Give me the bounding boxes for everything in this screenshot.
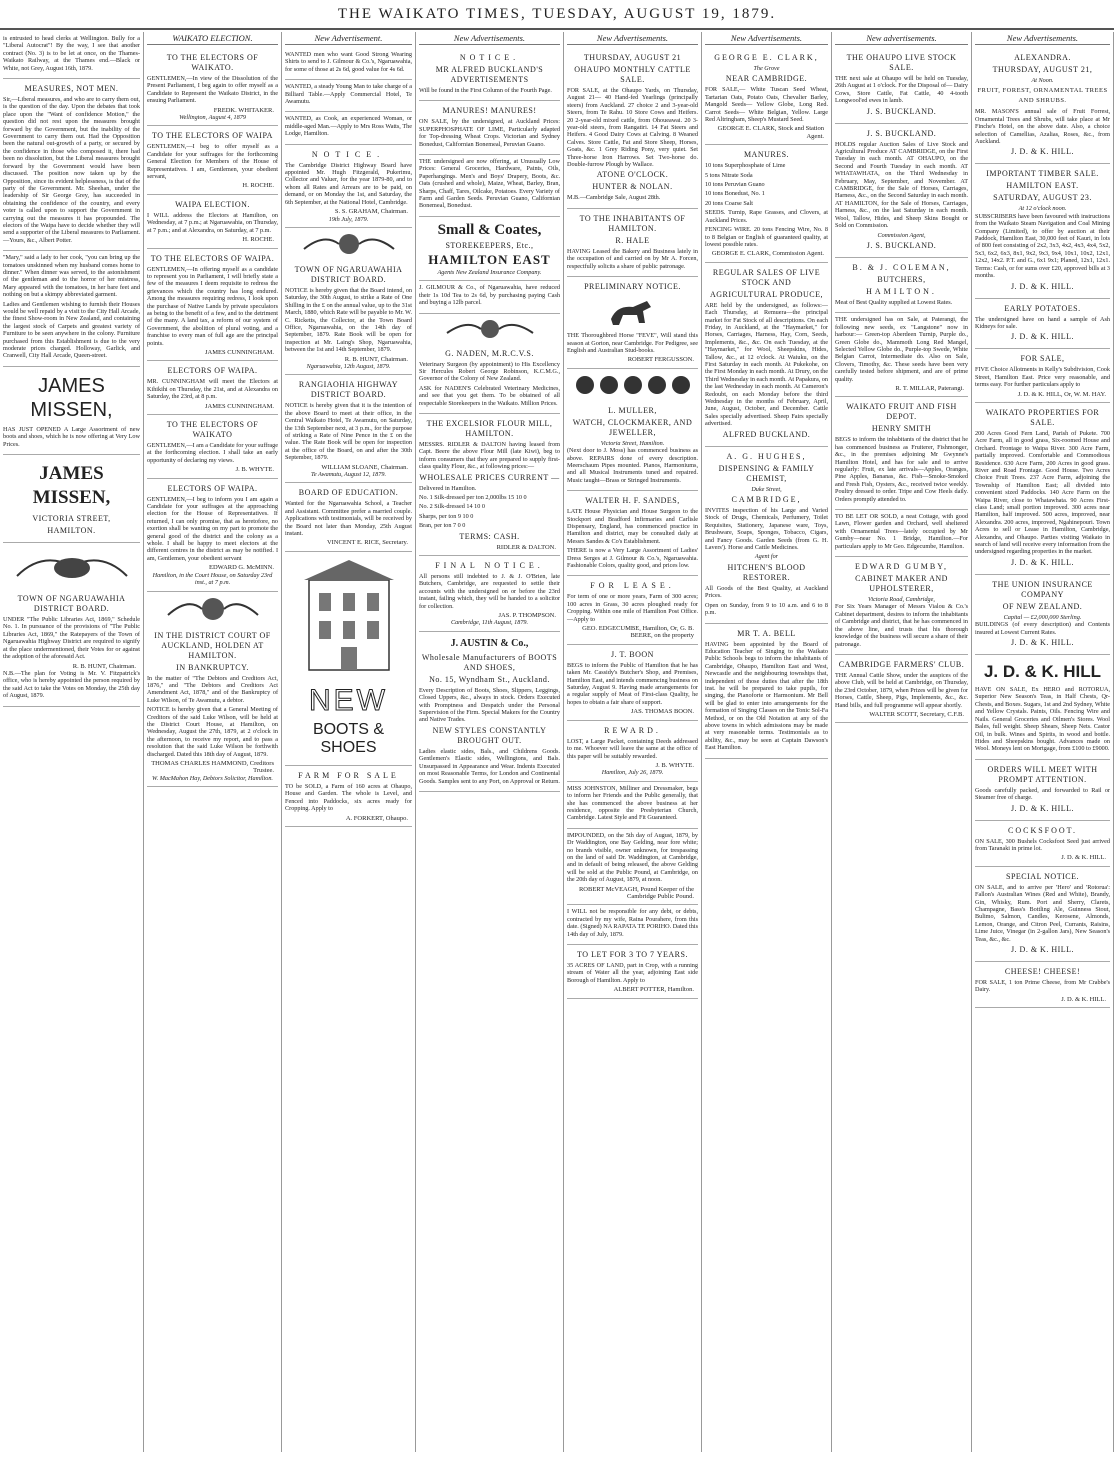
ad-cocksfoot: COCKSFOOT. ON SALE, 300 Bushels Cocksfoot Seed just arrived from Taranaki in prime lot. J. D. & K. HILL. <box>975 821 1110 867</box>
ad-electors-waipa-roche: TO THE ELECTORS OF WAIPA GENTLEMEN,—I beg to offer myself as a Candidate for your suffrages for the forthcoming General Election for Members of the House of Representatives. I am, Gentlemen, your obedient servant, H. ROCHE. <box>147 126 278 194</box>
missen-heading: JAMES MISSEN, <box>30 374 113 421</box>
column-header: New Advertisements. <box>419 32 560 45</box>
ad-jdk-hill: J. D. & K. HILL HAVE ON SALE, Ex HERO and ROTORUA, Superior New Season's Teas, in Half Chests, Qr-Chests, and Boxes. Sugars, 1st and 2nd Sydney, White and Yellow Crystals. Paints, Oils. Fencing Wire and Nails. General Groceries and Oilmen's Stores. Wool Bales, full weight. Sheep Shears, Sheep Nets. Castor Oil, in bulk. Wines and Spirits, in wood and bottle. Hides and Sheepskins bought. Advances made on Wool. Moneys lent on Mortgage, from £100 to £9000. <box>975 655 1110 760</box>
column-6 <box>702 32 832 1452</box>
ad-to-let: TO LET FOR 3 TO 7 YEARS. 35 ACRES OF LAND, part in Crop, with a running stream of Water all the year, adjoining East side Borough of Hamilton. Apply to ALBERT POTTER, Hamilton. <box>567 945 698 999</box>
price-row: No. 1 Silk-dressed per ton 2,000lbs 15 10 0 <box>419 493 527 501</box>
ad-new-boots <box>285 678 412 766</box>
ad-electors-waipa-cunningham: TO THE ELECTORS OF WAIPA. GENTLEMEN,—In offering myself as a candidate to represent you in Parliament, I will briefly state a few of the measures I deem requisite to redress the grievances which the country has long endured. Among the measures requiring redress, I look upon the purchase of Native Lands by private speculators as being to the benefit of a few, and to the detriment of the many. A land tax, a reform of our system of Government, the abolition of plural voting, and a franchise to every man of full age are the principal points. JAMES CUNNINGHAM. <box>147 249 278 362</box>
ad-cambridge-notice: NOTICE. The Cambridge District Highway Board have appointed Mr. Hugh Fitzgerald, Pukerimu, Collector and Valuer, for the year 1879-80, and to whom all Rates and Arrears are to be paid, on demand, or on Monday the 1st, and Saturday, the 6th September, at the National Hotel, Cambridge. S. S. GRAHAM, Chairman. 19th July, 1879. <box>285 145 412 228</box>
price-row: Bran, per ton 7 0 0 <box>419 522 466 530</box>
price-row: Delivered in Hamilton. <box>419 484 477 492</box>
manure-row: 20 tons Coarse Salt <box>705 199 753 207</box>
ad-waikato-properties: WAIKATO PROPERTIES FOR SALE. 200 Acres Good Fern Land, Parish of Pukete. 700 Acre Farm, all in good grass, Six-roomed House and Orchard. Frontage to Waipa River. 300 Acre Farm, partially improved. Comfortable and Commodious Residence. 630 Acre Farm, 200 Acres in good grass. River and Road Frontage. Good House. Two Acres Choice Fruit Trees. 237 Acre Farm, adjoining the Township of Hamilton East; all divided into convenient sized Paddocks. 140 Acre Farm on the Waipa River, close to Whatawhata. 90 Acres First-class Land; small portion improved. 300 acres near Hamilton, half improved. 500 acres, improved, near Alexandra. 200 acres, improved, Ngahinepouri. Town Acres to sell or Lease in Hamilton, Cambridge, Alexandra, and Ohaupo. Parties visiting Waikato in search of land will receive every information from the undersigned regarding properties in the market. J. D. & K. HILL. <box>975 403 1110 575</box>
column-4 <box>416 32 564 1452</box>
manure-row: 10 tons Peruvian Guano <box>705 181 765 189</box>
ad-gilmour-tea: J. GILMOUR & Co., of Ngaruawahia, have reduced their 1s 10d Tea to 2s 6d, by purchasing paying Cash and buying a 12lb parcel. <box>419 281 560 313</box>
watch-clock-row-icon <box>573 372 693 398</box>
ad-austin: J. AUSTIN & Co., Wholesale Manufacturers of BOOTS AND SHOES, No. 15, Wyndham St., Auckland. Every Description of Boots, Shoes, Slippers, Leggings, Closed Uppers, &c., always in stock. Orders Executed with Promptness and Despatch under the Personal Supervision of the Firm. Special Makers for the Country and Native Trades. NEW STYLES CONSTANTLY BROUGHT OUT. Ladies elastic sides, Bals., and Childrens Goods. Gentlemen's Elastic sides, Wellingtons, and Bals. Unsurpassed in Appearance and Wear. Indents Executed on most Reasonable Terms, for London and Continental Goods. Samples sent to any Port, on Approval or Return. <box>419 632 560 792</box>
letter-measures <box>3 79 140 251</box>
ad-js-buckland: J. S. BUCKLAND. HOLDS regular Auction Sales of Live Stock and Agricultural Produce AT CAMBRIDGE, on the First Tuesday in each month. AT OHAUPO, on the Second and Fourth Tuesday in each month. AT WHATAWHATA, on the Third Wednesday in February, May, September, and November. AT CAMBRIDGE, for the Sale of Horses, Carriages, Harness, &c., on the Second Saturday in each month. AT HAMILTON, for the Sale of Horses, Carriages, Harness, &c., on the last Saturday in each month. Wool, Tallow, Hides, and Sheep Skins Bought or Sold on Commission. Commission Agent, J. S. BUCKLAND. <box>835 124 968 258</box>
jdk-heading: J. D. & K. HILL <box>983 662 1102 682</box>
ad-missen-1: JAMES MISSEN, HAS JUST OPENED A Large Assortment of new boots and shoes, which he is now offering at Very Low Prices. <box>3 367 140 455</box>
ad-buckland-notice: NOTICE. MR ALFRED BUCKLAND'S ADVERTISEMENTS Will be found in the First Column of the Fourth Page. <box>419 48 560 101</box>
building-engraving-icon <box>289 555 409 675</box>
column-8 <box>972 32 1114 1452</box>
manure-row: 5 tons Nitrate Soda <box>705 171 753 179</box>
column-header: New Advertisement. <box>285 32 412 45</box>
ad-preliminary-notice: PRELIMINARY NOTICE. THE Thoroughbred Horse "FEVE", Will stand this season at Gorton, near Cambridge. For Pedigree, see English and Australian Stud-books. ROBERT FERGUSSON. <box>567 277 698 369</box>
ad-board-education: BOARD OF EDUCATION. Wanted for the Ngaruawahia School, a Teacher and Assistant. Committee prefer a married couple. Applications with testimonials, will be received by the Board not later than Monday, 25th August instant. VINCENT E. RICE, Secretary. <box>285 483 412 551</box>
ad-clark: GEORGE E. CLARK, The Grove NEAR CAMBRIDGE. FOR SALE,— White Tuscan Seed Wheat, Tartarian Oats, Potato Oats, Chevalier Barley, Mangold Seeds— Yellow Globe, Long Red. Carrot Seeds— White Belgian, Yellow. Large Red Altringham, Sheep's Mustard Seed. GEORGE E. CLARK, Stock and Station Agent. <box>705 48 828 145</box>
ad-tng-rate: TOWN OF NGARUAWAHIA DISTRICT BOARD. NOTICE is hereby given that the Board intend, on Saturday, the 30th August, to strike a Rate of One Shilling in the £ on the annual value, up to the 31st March, 1880, which Rate will be payable to Mr. W. C. Ricketts, the Collector, at the Town Board Office, Ngaruawahia, on the 14th day of September, 1879. Rate Book will be open for inspection at Mr. Laing's Shop, Ngaruawahia, between the 1st and 14th September, 1879. R. B. HUNT, Chairman. Ngaruawahia, 12th August, 1879. <box>285 260 412 375</box>
ad-small-coates: Small & Coates, STOREKEEPERS, Etc., HAMILTON EAST Agents New Zealand Insurance Company. <box>419 217 560 281</box>
ad-ohaupo-livestock: THE OHAUPO LIVE STOCK SALE. THE next sale at Ohaupo will be held on Tuesday, 26th August at 1 o'clock. For the Disposal of— Dairy Cows, Store Cattle, Fat Cattle, 40 4-tooth Longwool'ed ewes in lamb. J. S. BUCKLAND. <box>835 48 968 124</box>
ad-hale-bakery: TO THE INHABITANTS OF HAMILTON. R. HALE HAVING Leased the Bakery and Business lately in the occupation of and carried on by Mr A. Forcen, respectfully solicits a share of public patronage. <box>567 209 698 277</box>
ad-ohaupo-cattle: THURSDAY, AUGUST 21 OHAUPO MONTHLY CATTLE SALE. FOR SALE, at the Ohaupo Yards, on Thursday, August 21— 40 Hand-fed Yearlings (principally steers) from Auckland. 27 choice 2 and 3-year-old Steers, from Te Rahu. 10 Store Cows and Heifers. 20 2-year-old mixed cattle, from Ohoueawai. 20 3-year-old steers, from Rangatiri. 14 Fat Steers and Heifers. 4 Good Dairy Cows at Calving. 8 Weaned Calves. Store Cattle, Fat and Store Sheep, Horses, Goats, &c. 1 Grey Riding Pony, very quiet. Set Three-horse Iron Harrows. Set Two-horse do. Double-furrow Plough by Wallace. ATONE O'CLOCK. HUNTER & NOLAN. M.B.—Cambridge Sale, August 28th. <box>567 48 698 209</box>
coat-of-arms-icon <box>435 317 545 341</box>
ad-missen-2: JAMES MISSEN, VICTORIA STREET, HAMILTON. <box>3 455 140 543</box>
ad-alexandra: ALEXANDRA. THURSDAY, AUGUST 21, At Noon. FRUIT, FOREST, ORNAMENTAL TREES AND SHRUBS. MR. MASON'S annual sale of Fruit Forrest, Ornamental Trees and Shrubs, will take place at Mr Finche's Hotel, on the above date. Also, a choice selection of Camellias, Azalias, Roses, &c., from Auckland. J. D. & K. HILL. <box>975 48 1110 164</box>
ad-special-notice: SPECIAL NOTICE. ON SALE, and to arrive per 'Hero' and 'Rotorua': Fallon's Australian Wines (Red and White), Brandy, Gin, Whisky, Rum. Port and Sherry, Clarets, Champagne, Bass's Bottling Ale, Guinness Stout, Bulimo, Salmon, Candles, Kerosene, Almonds, Lemon, Orange, and Citron Peel, Currants, Raisins, Lime Juice, Vinegar (in 2-gallon Jars), New Season's Teas, &c., &c. J. D. & K. HILL. <box>975 867 1110 962</box>
ad-regular-sales: REGULAR SALES OF LIVE STOCK AND AGRICULTURAL PRODUCE, ARE held by the undersigned, as follows:— Each Thursday, at Remuera—the principal market for Fat Stock of all descriptions. On each Friday, in Auckland, at the "Haymarket," for Horses, Carriages, Harness, Hay, Corn, Seeds, Implements, &c., &c. On each Tuesday, at the "Haymarket," for Wool, Sheepskins, Hides, Tallow, &c., at 12 o'clock. At Waiuku, on the First Saturday in each month. At Pukekohe, on the First Monday in each month. At Drury, on the Third Wednesday in each month. At Papakura, on the last Wednesday in each month. At Cameron's Redoubt, on each Monday before the third Wednesday in the months of February, April, June, August, October, and December. Cattle Sales specially advertised. Sheep Fairs specially advertised. ALFRED BUCKLAND. <box>705 263 828 447</box>
price-row: Sharps, per ton 9 10 0 <box>419 512 474 520</box>
manure-row: 10 tons Bonedust, No. 1 <box>705 190 765 198</box>
ad-fruit-fish: WAIKATO FRUIT AND FISH DEPOT. HENRY SMITH BEGS to inform the inhabitants of the district that he has commenced business as Fruiterer, Fishmonger, &c., in the premises adjoining Mr Gwynne's Hamilton Hotel, and has for sale and to arrive regularly: Fruit, ex late arrivals—Apples, Oranges, Pine Apples, Bananas, &c. Fish—Smoke-Smoked and Fresh Fish, Oysters, &c., received twice weekly. Poultry dressed to order. Tripe and Cow Heels daily. Orders promptly attended to. <box>835 397 968 510</box>
ad-not-responsible: I WILL not be responsible for any debt, or debts, contracted by my wife, Raina Pourahere, from this date. (Signed) NA RAPATA TE PORIHO. Dated this 14th day of July, 1879. <box>567 905 698 945</box>
missen-heading-2: JAMES MISSEN, <box>32 463 111 509</box>
coat-of-arms-icon <box>158 595 268 623</box>
column-header: WAIKATO ELECTION. <box>147 32 278 45</box>
column-1 <box>0 32 144 1452</box>
column-2 <box>144 32 282 1452</box>
column-header: New Advertisements. <box>975 32 1110 45</box>
ad-wanted-shirts: WANTED men who want Good Strong Wearing Shirts to send to J. Gilmour & Co.'s, Ngaruawahia, for some of those at 2s 6d, good value for 4s 6d. <box>285 48 412 80</box>
manure-row: 10 tons Superphosphate of Lime <box>705 162 786 170</box>
ornament-banner-1 <box>12 546 132 586</box>
price-row: No. 2 Silk-dressed 14 10 0 <box>419 503 485 511</box>
ad-sandes: WALTER H. F. SANDES, LATE House Physician and House Surgeon to the Stockport and Bradford Infirmaries and Carlisle Dispensary, England, has commenced practice in Hamilton and district, may be consulted daily at Messrs Sandes & Co's Establishment. THERE is now a Very Large Assortment of Ladies' Dress Serges at J. Gilmour & Co.'s, Ngaruawahia. Fashionable Colors, quality good, and prices low. <box>567 491 698 576</box>
column-5 <box>564 32 702 1452</box>
column-header: New advertisements. <box>835 32 968 45</box>
ad-electors-waipa-mcminn: ELECTORS OF WAIPA. GENTLEMEN,—I beg to inform you I am again a Candidate for your suffrages at the approaching election for the House of Representatives. If returned, I can only promise, that as heretofore, no exertion shall be wanting on my part to promote the general good of the district and the colony as a whole. I shall be happy to meet electors at the different centres in the district as may be notified. I am, Gentlemen, your obedient servant EDWARD G. McMINN. Hamilton, in the Court House, on Saturday 23rd inst., at 7 p.m. <box>147 479 278 592</box>
coat-of-arms-icon <box>294 231 404 257</box>
column-header: New Advertisements. <box>705 32 828 45</box>
ad-for-lease: FOR LEASE. For term of one or more years, Farm of 300 acres; 100 acres in Grass, 30 acres ploughed ready for Cropping. Within one mile of Hamilton Post Office.—Apply to GEO. EDGECUMBE, Hamilton, Or, G. B. BEERE, on the property <box>567 576 698 644</box>
ad-wanted-man: WANTED, a steady Young Man to take charge of a Billiard Table.—Apply Commercial Hotel, Te Awamutu. <box>285 80 412 112</box>
story: "Mary," said a lady to her cook, "you can bring up the tomatoes unskinned when my husband comes home to dinner." When dinner was served, to the astonishment of the gentleman and to the horror of her mistress, Mary appeared with the tomatoes, in her bare feet and nothing on but a skimpy abbreviated garment. Ladies and Gentlemen wishing to furnish their Houses would be well repaid by a visit to the City Hall Arcade, the finest Show-room in New Zealand, and containing the largest stock of Carpets and greatest variety of Furniture to be seen anywhere in the colony. Furniture purchased from this Establishment is due to the very moderate prices charged. Holloway, Garlick, and Cranwell, City Hall Arcade, Queen-street. <box>3 251 140 367</box>
boots-shoes-heading: BOOTS & SHOES <box>312 720 385 756</box>
horse-icon <box>603 295 663 329</box>
ad-boon: J. T. BOON BEGS to inform the Public of Hamilton that he has taken Mr. Cassidy's Butcher's Shop, and Premises, Hamilton East, and intends commencing business on Saturday, August 9. Having made arrangements for a regular supply of Meat of First-class Quality, he hopes to obtain a fair share of support. JAS. THOMAS BOON. <box>567 645 698 721</box>
ad-manures: MANURES! MANURES! ON SALE, by the undersigned, at Auckland Prices: SUPERPHOSPHATE OF LIME, Particularly adapted for Top-dressing Wheat Crops. Victorian and Sydney Bonedust, Californian Bonemeal, Peruvian Guano. <box>419 101 560 155</box>
ad-early-potatoes: EARLY POTATOES. The undersigned have on hand a sample of Ash Kidneys for sale. J. D. & K. HILL. <box>975 299 1110 350</box>
ad-orders: ORDERS WILL MEET WITH PROMPT ATTENTION. Goods carefully packed, and forwarded to Rail or Steamer free of charge. J. D. & K. HILL. <box>975 760 1110 821</box>
ad-district-court: IN THE DISTRICT COURT OF AUCKLAND, HOLDEN AT HAMILTON. IN BANKRUPTCY. In the matter of "The Debtors and Creditors Act, 1876," and "The Debtors and Creditors Act Amendment Act, 1878," and of the Bankruptcy of Luke Wilson, of Te Awamutu, a debtor. NOTICE is hereby given that a General Meeting of Creditors of the said Luke Wilson, will be held at the District Court House, at Hamilton, on Wednesday, August the 27th, 1879, at 2 o'clock in the afternoon, to receive my report, and to pass a resolution that the said Luke Wilson be forthwith discharged. Dated this 18th day of August, 1879. THOMAS CHARLES HAMMOND, Creditors Trustee. W. MacMahon Hay, Debtors Solicitor, Hamilton. <box>147 626 278 788</box>
ad-johnston: MISS JOHNSTON, Milliner and Dressmaker, begs to inform her Friends and the Public generally, that she has commenced the above business at her residence, opposite the Presbyterian Church, Cambridge. Latest Style and Fit Guaranteed. <box>567 782 698 829</box>
ad-electors-waikato-whyte: TO THE ELECTORS OF WAIKATO GENTLEMEN,—I am a Candidate for your suffrage at the forthcoming election. I shall take an early opportunity of declaring my views. J. B. WHYTE. <box>147 415 278 479</box>
ad-electors-waikato: TO THE ELECTORS OF WAIKATO. GENTLEMEN,—In view of the Dissolution of the Present Parliament, I beg again to offer myself as a Candidate to Represent the Waikato District, in the ensuing Parliament. FREDK. WHITAKER. Wellington, August 4, 1879 <box>147 48 278 126</box>
ad-let-or-sold: TO BE LET OR SOLD, a neat Cottage, with good Lawn, Flower garden and Orchard, well sheltered with Ornamental Trees—lately occupied by Mr Gumby—near No. 1 Bridge, Hamilton.—For particulars apply to Mr Geo. Edgecumbe, Hamilton. <box>835 510 968 557</box>
ad-union-insurance: THE UNION INSURANCE COMPANY OF NEW ZEALAND. Capital — £2,000,000 Sterling. BUILDINGS (of every description) and Contents insured at Lowest Current Rates. J. D. & K. HILL. <box>975 575 1110 655</box>
ad-gumby: EDWARD GUMBY, CABINET MAKER AND UPHOLSTERER, Victoria Road, Cambridge, For Six Years Manager of Messrs Vialou & Co.'s Cabinet department, desires to inform the inhabitants of Cambridge and district, that he has commenced in the above line, and trusts that his thorough knowledge of the business will secure a share of their patronage. <box>835 557 968 655</box>
ad-for-sale-allotments: FOR SALE, FIVE Choice Allotments in Kelly's Subdivision, Cook Street, Hamilton East. Price very reasonable, and terms easy. For further particulars apply to J. D. & K. HILL, Or, W. M. HAY. <box>975 349 1110 403</box>
new-heading: NEW <box>309 683 388 717</box>
ad-rangiaohia: RANGIAOHIA HIGHWAY DISTRICT BOARD. NOTICE is hereby given that it is the intention of the above Board to meet at their office, in the Central Waikato Hotel, Te Awamutu, on Saturday, the 13th September next, at 3 p.m., for the purpose of striking a Rate of Nine Pence in the £ on the value. The Rate Book will be open for inspection at the office of the Board, on and after the 30th September, 1879. WILLIAM SLOANE, Chairman. Te Awamutu, August 12, 1879. <box>285 375 412 483</box>
ad-bell: MR T. A. BELL HAVING been appointed by the Board of Education Teacher of Singing to the Waikato Public Schools begs to inform the inhabitants of Cambridge, Ohaupo, Hamilton East and West, Newcastle and the neighbouring townships that, independent of those duties that after the 18th inst. he will be prepared to take pupils, for singing, the Pianoforte or Harmonium. Mr Bell will be glad to enter into arrangements for the formation of Singing Classes on the Tonic Sol-Fa Method, or on the Old Notation at any of the above towns in which admissions may be made at very reasonable terms. Testimonials as to ability, &c., may be seen at Captain Dawson's East Hamilton. <box>705 624 828 759</box>
column-header: New Advertisements. <box>567 32 698 45</box>
letter-title: MEASURES, NOT MEN. <box>24 84 119 94</box>
ad-coleman: B. & J. COLEMAN, BUTCHERS, HAMILTON. Meat of Best Quality supplied at Lowest Rates. <box>835 258 968 313</box>
letter-body: Sir,—Liberal measures, and who are to carry them out, is the question of the day. Upon the debates that took place upon the "Want of confidence Motion," the question did not rest upon the measures brought forward by the Government, but the inability of the Government to carry them out. Had the Opposition been the natural out-growth of a party, or secured by the confidence in those who composed it, there had been no dissolution, but the Liberal measures brought forward by the Government would have been discussed. The position now taken up by the Opposition, since its evident helplessness, is that of the party of the Government. Mr. Sheehan, under the leadership of Sir George Grey, has succeeded in obtaining the confidence of the country, and every voter is called upon to support the Government in carrying out the measures it has propounded. The electors of the Waipa have to decide whether they will send a supporter of the Liberal measures to Parliament.—Yours, &c., Albert Potter. <box>3 96 140 244</box>
ad-farm-sale: FARM FOR SALE TO be SOLD, a Farm of 160 acres at Ohaupo, House and Garden. The whole is Level, and Fenced into Paddocks, six acres ready for Cropping. Apply to A. FORKERT, Ohaupo. <box>285 766 412 827</box>
ad-farmers-club: CAMBRIDGE FARMERS' CLUB. THE Annual Cattle Show, under the auspices of the above Club, will be held at Cambridge, on Thursday, the 23rd October, 1879, when Prizes will be given for Horses, Cattle, Sheep, Pigs, Implements, &c., &c. Hand bills, and full programme will appear shortly. WALTER SCOTT, Secretary, C.F.B. <box>835 655 968 723</box>
article-intro: is entrusted to head clerks at Wellington. Bully for a "Liberal Autocrat"! By the way, I see that another contract (No. 3) is to be let at once, on the Thames-Waikato Railway, at the Thames end.—Black or White, not Grey, August 16th, 1879. <box>3 32 140 79</box>
ad-wanted-cook: WANTED, as Cook, an experienced Woman, or middle-aged Man.—Apply to Mrs Ross Watts, The Lodge, Hamilton. <box>285 112 412 144</box>
ad-muller: L. MULLER, WATCH, CLOCKMAKER, AND JEWELLER, Victoria Street, Hamilton. (Next door to J. Moss) has commenced business as above. REPAIRS done of every description. Meerschaum Pipes mounted. Pianos, Harmoniums, and all Musical Instruments tuned and repaired. Music taught—Brass or Stringed Instruments. <box>567 401 698 491</box>
ad-cheese: CHEESE! CHEESE! FOR SALE, 1 ton Prime Cheese, from Mr Crabbe's Dairy. J. D. & K. HILL. <box>975 962 1110 1008</box>
masthead: THE WAIKATO TIMES, TUESDAY, AUGUST 19, 1879. <box>0 0 1114 30</box>
ad-offering: THE undersigned are now offering, at Unusually Low Prices: General Groceries, Hardware, Paints, Oils, Paperhangings. Men's and Boys' Drapery, Boots, &c. Oats (crushed and whole), Maize, Wheat, Barley, Bran, Sharps, Chaff, Tares, Oilcake, Potatoes. Every Variety of Farm and Garden Seeds. Peruvian Guano, Californian Bonemeal, Bonedust. <box>419 155 560 217</box>
ad-impounded: IMPOUNDED, on the 5th day of August, 1879, by Dr Waddington, one Bay Gelding, near fore white; no brands visible, owner unknown, for trespassing on the land of said Dr. Waddington, at Cambridge, and in default of being released, the above Gelding will be sold at the Public Pound, at Cambridge, on the 20th day of August, 1879, at noon. ROBERT McVEAGH, Pound Keeper of the Cambridge Public Pound. <box>567 829 698 906</box>
ad-hughes-chemist: A. G. HUGHES, DISPENSING & FAMILY CHEMIST, Duke Street, CAMBRIDGE, INVITES inspection of his Large and Varied Stock of Drugs, Chemicals, Perfumery, Toilet Requisites, Stationery, Japanese ware, Toys, Brushware, Soaps, Sponges, Tobacco, Cigars, and Fancy Goods. Garden Seeds (from G. H. Lavers'). Horse and Cattle Medicines. Agent for HITCHEN'S BLOOD RESTORER. All Goods of the Best Quality, at Auckland Prices. Open on Sunday, from 9 to 10 a.m. and 6 to 8 p.m. <box>705 447 828 624</box>
ad-manures-list: MANURES. 10 tons Superphosphate of Lime 5 tons Nitrate Soda 10 tons Peruvian Guano 10 tons Bonedust, No. 1 20 tons Coarse Salt SEEDS. Turnip, Rape Grasses, and Clovers, at Auckland Prices. FENCING WIRE. 20 tons Fencing Wire, No. 8 to 8 Belgian or English of guaranteed quality, at lowest possible rates. GEORGE E. CLARK, Commission Agent. <box>705 145 828 262</box>
ad-waipa-election: WAIPA ELECTION. I WILL address the Electors at Hamilton, on Wednesday, at 7 p.m.; at Ngaruawahia, on Thursday, at 7 p.m.; and at Alexandra, on Saturday, at 7 p.m. H. ROCHE. <box>147 195 278 249</box>
ad-millar-seeds: THE undersigned has on Sale, at Paterangi, the following new seeds, ex "Langstone" now in harbour:— Green-top Aberdeen Turnip, Purple do., Green Globe do., Mammoth Long Red Mangel, Selected Yellow Globe do., Purple-top Swede, White Belgian Carrot, Intermediate do. Also on Sale, Clovers, Timothy, &c. These seeds have been very carefully tested before shipment, and are of prime quality. R. T. MILLAR, Paterangi. <box>835 313 968 397</box>
ad-final-notice: FINAL NOTICE. All persons still indebted to J. & J. O'Brien, late Butchers, Cambridge, are requested to settle their accounts with the undersigned on or before the 23rd instant, failing which, they will be handed to a solicitor for collection. JAS. P. THOMPSON. Cambridge, 11th August, 1879. <box>419 556 560 632</box>
column-7 <box>832 32 972 1452</box>
ad-timber-sale: IMPORTANT TIMBER SALE. HAMILTON EAST. SATURDAY, AUGUST 23. At 12 o'clock noon. SUBSCRIBERS have been favoured with instructions from the Waikato Steam Navigation and Coal Mining Company (Limited), to offer by auction at their Paddock, Hamilton East, 30,000 feet of Kauri, in lots of 800 feet consisting of 2x2, 3x3, 4x2, 4x3, 4x4, 5x2, 5x3, 6x2, 6x3, 8x1, 9x2, 9x3, 9x4, 10x1, 10x2, 12x1, 12x2, 14x2. P.T. and G., 6x1 9x1; Planed, 12x1, 12x1. Terms: Cash, or for sums over £20, approved bills at 3 months. J. D. & K. HILL. <box>975 164 1110 298</box>
column-3 <box>282 32 416 1452</box>
ad-naden: G. NADEN, M.R.C.V.S. Veterinary Surgeon (by appointment) to His Excellency Sir Hercules Robert George Robinson, K.C.M.G., Governor of the Colony of New Zealand. ASK for NADEN'S Celebrated Veterinary Medicines, and see that you get them. To be obtained of all respectable Storekeepers in the Waikato. Million Prices. <box>419 344 560 414</box>
ad-tng-libraries: TOWN OF NGARUAWAHIA DISTRICT BOARD. UNDER "The Public Libraries Act, 1869," Schedule No. 1. In pursuance of the provisions of "The Public Libraries Act, 1869," the Ratepayers of the Town of Ngaruawahia Highway District are required to signify at the place undermentioned, their Votes for or against the adoption of the aforesaid Act. R. B. HUNT, Chairman. N.B.—The plan for Voting is Mr. V. Fitzpatrick's office, who is hereby appointed the person required by the said Act to take the Votes on Monday, the 25th day of August, 1879. <box>3 589 140 706</box>
ad-excelsior-mill: THE EXCELSIOR FLOUR MILL, HAMILTON. MESSRS. RIDLER & DALTON having leased from Capt. Beere the above Flour Mill (late Kiwi), beg to inform consumers that they are prepared to supply first-class quality Flour, &c., at following prices:— WHOLESALE PRICES CURRENT — Delivered in Hamilton. No. 1 Silk-dressed per ton 2,000lbs 15 10 0 No. 2 Silk-dressed 14 10 0 Sharps, per ton 9 10 0 Bran, per ton 7 0 0 TERMS: CASH. RIDLER & DALTON. <box>419 414 560 556</box>
ad-reward: REWARD. LOST, a Large Packet, containing Deeds addressed to me. Whoever will leave the same at the office of this paper will be suitably rewarded. J. B. WHYTE. Hamilton, July 26, 1879. <box>567 721 698 782</box>
ad-electors-waipa-meeting: ELECTORS OF WAIPA. MR. CUNNINGHAM will meet the Electors at Kihikihi on Thursday, the 21st, and at Alexandra on Saturday, the 23rd, at 8 p.m. JAMES CUNNINGHAM. <box>147 361 278 415</box>
